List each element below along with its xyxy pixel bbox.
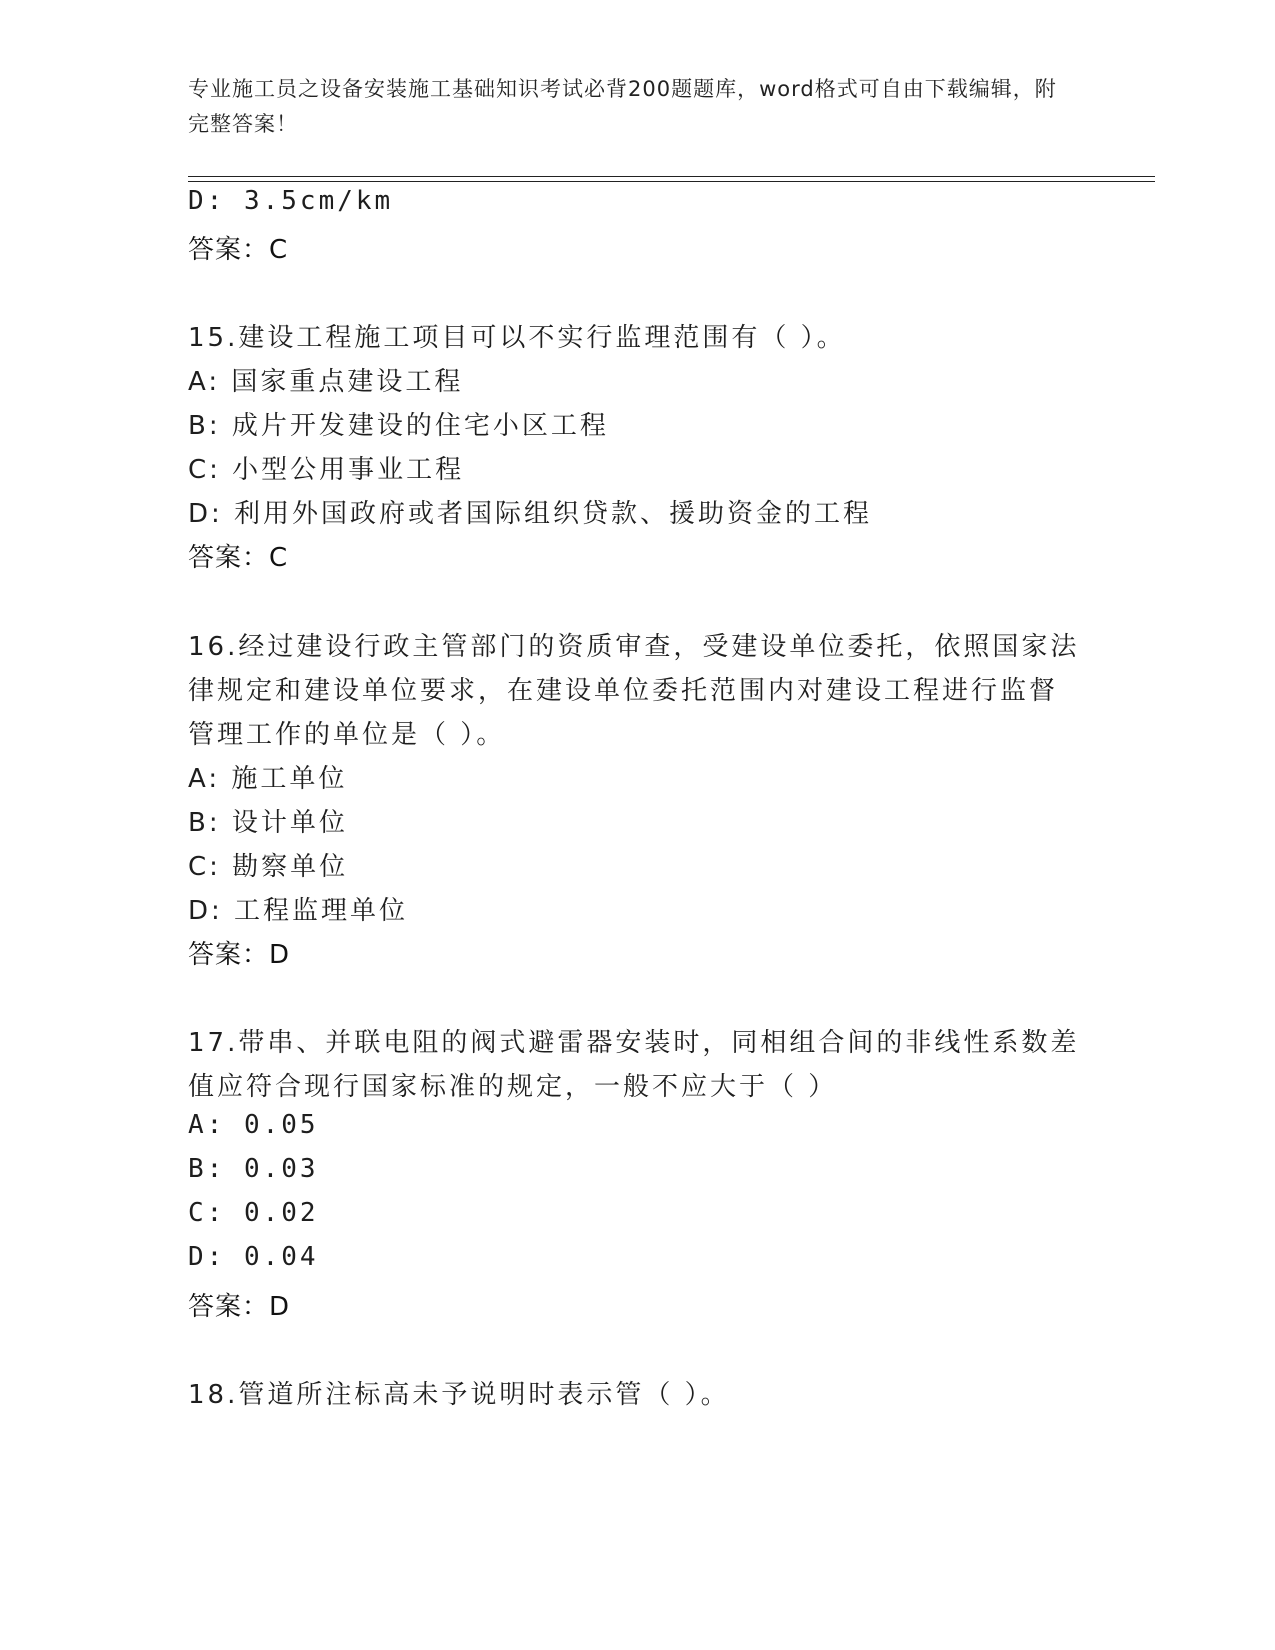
question-15-option-c: C: 小型公用事业工程 (188, 455, 465, 485)
question-18-stem: 18.管道所注标高未予说明时表示管（ ）。 (188, 1380, 730, 1410)
question-17-option-b: B: 0.03 (188, 1154, 319, 1184)
question-16-option-d: D: 工程监理单位 (188, 896, 409, 926)
option-d: D: 3.5cm/km (188, 186, 394, 216)
header-divider-bottom (188, 181, 1155, 182)
question-17-stem-line-1: 17.带串、并联电阻的阀式避雷器安装时，同相组合间的非线性系数差 (188, 1028, 1080, 1058)
question-16-option-b: B: 设计单位 (188, 808, 348, 838)
answer: 答案：C (188, 235, 289, 265)
question-17-option-a: A: 0.05 (188, 1110, 319, 1140)
header-divider-top (188, 176, 1155, 177)
question-15-stem: 15.建设工程施工项目可以不实行监理范围有（ ）。 (188, 323, 846, 353)
question-17-answer: 答案：D (188, 1292, 291, 1322)
question-15-option-b: B: 成片开发建设的住宅小区工程 (188, 411, 609, 441)
question-17-option-c: C: 0.02 (188, 1198, 319, 1228)
question-15-answer: 答案：C (188, 543, 289, 573)
question-16-option-c: C: 勘察单位 (188, 852, 349, 882)
question-16-answer: 答案：D (188, 940, 291, 970)
question-16-stem-line-1: 16.经过建设行政主管部门的资质审查，受建设单位委托，依照国家法 (188, 632, 1080, 662)
question-15-option-a: A: 国家重点建设工程 (188, 367, 464, 397)
question-16-stem-line-2: 律规定和建设单位要求，在建设单位委托范围内对建设工程进行监督 (188, 676, 1059, 706)
question-17-option-d: D: 0.04 (188, 1242, 319, 1272)
question-16-option-a: A: 施工单位 (188, 764, 348, 794)
question-17-stem-line-2: 值应符合现行国家标准的规定，一般不应大于（ ） (188, 1072, 838, 1102)
question-15-option-d: D: 利用外国政府或者国际组织贷款、援助资金的工程 (188, 499, 873, 529)
question-16-stem-line-3: 管理工作的单位是（ ）。 (188, 720, 506, 750)
document-header: 专业施工员之设备安装施工基础知识考试必背200题题库，word格式可自由下载编辑，附完整答案！ (188, 77, 1057, 136)
